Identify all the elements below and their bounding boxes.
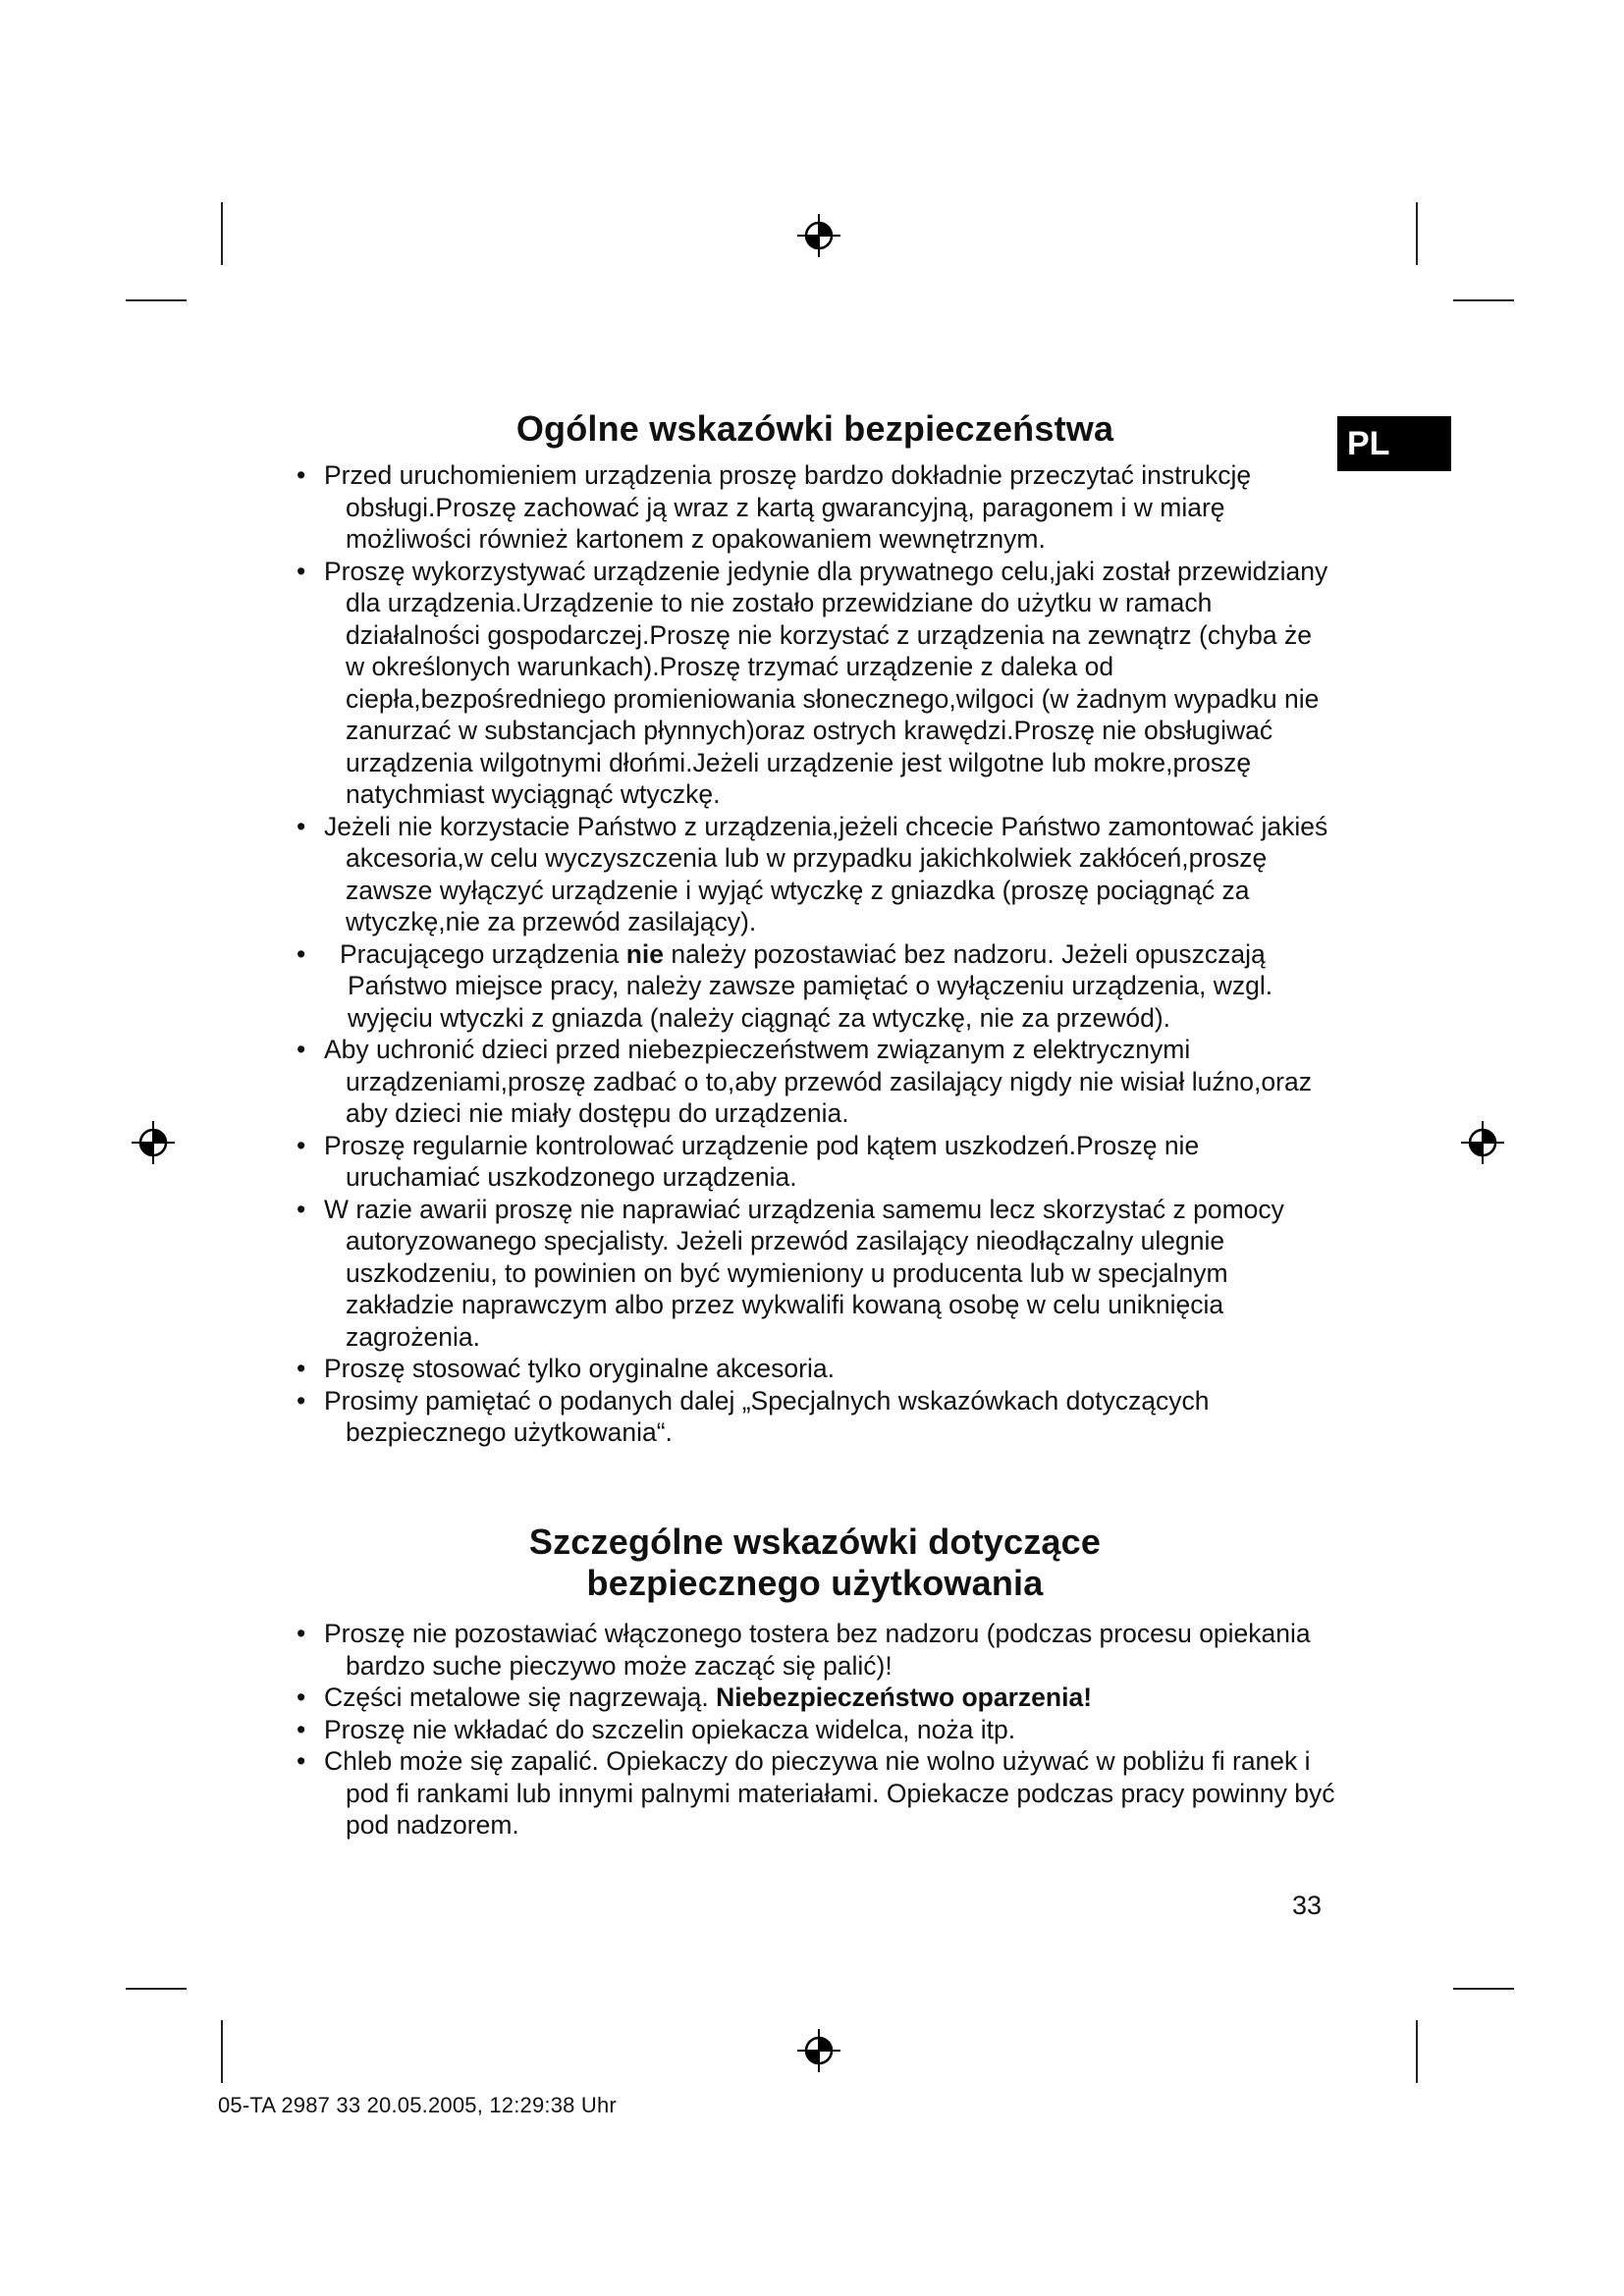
list-item: • Prosimy pamiętać o podanych dalej „Specjalnych wskazówkach dotyczących bezpiecznego użytkowania“. xyxy=(295,1385,1335,1449)
list-item: • W razie awarii proszę nie naprawiać urządzenia samemu lecz skorzystać z pomocy autoryzowanego specjalisty. Jeżeli przewód zasilający nieodłączalny ulegnie uszkodzeniu, to powinien on być wymieniony u producenta lub w specjalnym zakładzie naprawczym albo przez wykwalifi kowaną osobę w celu uniknięcia zagrożenia. xyxy=(295,1194,1335,1354)
list-item: • Części metalowe się nagrzewają. Niebezpieczeństwo oparzenia! xyxy=(295,1682,1335,1714)
list-item: • Aby uchronić dzieci przed niebezpieczeństwem związanym z elektrycznymi urządzeniami,proszę zadbać o to,aby przewód zasilający nigdy nie wisiał luźno,oraz aby dzieci nie miały dostępu do urządzenia. xyxy=(295,1034,1335,1130)
crop-mark-top-right-vertical xyxy=(1416,202,1418,265)
section-title-line1: Szczególne wskazówki dotyczące xyxy=(528,1522,1102,1562)
crop-mark-top-left-horizontal xyxy=(126,299,187,301)
registration-mark-icon xyxy=(130,1119,177,1166)
registration-mark-icon xyxy=(795,2027,842,2074)
list-item: • Chleb może się zapalić. Opiekaczy do pieczywa nie wolno używać w pobliżu fi ranek i pod fi rankami lub innymi palnymi materiałami. Opiekacze podczas pracy powinny być pod nadzorem. xyxy=(295,1745,1335,1842)
list-item: • Jeżeli nie korzystacie Państwo z urządzenia,jeżeli chcecie Państwo zamontować jakieś akcesoria,w celu wyczyszczenia lub w przypadku jakichkolwiek zakłóceń,proszę zawsze wyłączyć urządzenie i wyjąć wtyczkę z gniazdka (proszę pociągnąć za wtyczkę,nie za przewód zasilający). xyxy=(295,811,1335,938)
list-item: • Proszę regularnie kontrolować urządzenie pod kątem uszkodzeń.Proszę nie uruchamiać uszkodzonego urządzenia. xyxy=(295,1130,1335,1194)
language-tab: PL xyxy=(1337,416,1451,471)
list-item: • Proszę nie wkładać do szczelin opiekacza widelca, noża itp. xyxy=(295,1714,1335,1746)
toaster-safety-section xyxy=(295,1522,1335,1842)
safety-list xyxy=(295,459,1335,1449)
crop-mark-top-right-horizontal xyxy=(1453,299,1514,301)
list-item: • Proszę wykorzystywać urządzenie jedynie dla prywatnego celu,jaki został przewidziany dla urządzenia.Urządzenie to nie zostało przewidziane do użytku w ramach działalności gospodarczej.Proszę nie korzystać z urządzenia na zewnątrz (chyba że w określonych warunkach).Proszę trzymać urządzenie z daleka od ciepła,bezpośredniego promieniowania słonecznego,wilgoci (w żadnym wypadku nie zanurzać w substancjach płynnych)oraz ostrych krawędzi.Proszę nie obsługiwać urządzenia wilgotnymi dłońmi.Jeżeli urządzenie jest wilgotne lub mokre,proszę natychmiast wyciągnąć wtyczkę. xyxy=(295,556,1335,811)
crop-mark-bottom-right-vertical xyxy=(1416,2020,1418,2083)
crop-mark-bottom-right-horizontal xyxy=(1453,1988,1514,1990)
section-title: Ogólne wskazówki bezpieczeństwa xyxy=(515,408,1114,449)
crop-mark-top-left-vertical xyxy=(221,202,223,265)
registration-mark-icon xyxy=(795,212,842,259)
list-item: • Pracującego urządzenia nie należy pozostawiać bez nadzoru. Jeżeli opuszczają Państwo miejsce pracy, należy zawsze pamiętać o wyłączeniu urządzenia, wzgl. wyjęciu wtyczki z gniazda (należy ciągnąć za wtyczkę, nie za przewód). xyxy=(295,938,1335,1035)
section-title-line2: bezpiecznego użytkowania xyxy=(586,1563,1044,1603)
list-item: • Przed uruchomieniem urządzenia proszę bardzo dokładnie przeczytać instrukcję obsługi.Proszę zachować ją wraz z kartą gwarancyjną, paragonem i w miarę możliwości również kartonem z opakowaniem wewnętrznym. xyxy=(295,459,1335,556)
list-item: • Proszę nie pozostawiać włączonego tostera bez nadzoru (podczas procesu opiekania bardzo suche pieczywo może zacząć się palić)! xyxy=(295,1618,1335,1682)
print-footer: 05-TA 2987 33 20.05.2005, 12:29:38 Uhr xyxy=(218,2093,617,2117)
page-number: 33 xyxy=(1292,1891,1323,1920)
crop-mark-bottom-left-vertical xyxy=(221,2020,223,2083)
general-safety-section xyxy=(295,408,1335,1449)
registration-mark-icon xyxy=(1459,1119,1506,1166)
list-item: • Proszę stosować tylko oryginalne akcesoria. xyxy=(295,1353,1335,1385)
crop-mark-bottom-left-horizontal xyxy=(126,1988,187,1990)
toaster-safety-list xyxy=(295,1618,1335,1842)
